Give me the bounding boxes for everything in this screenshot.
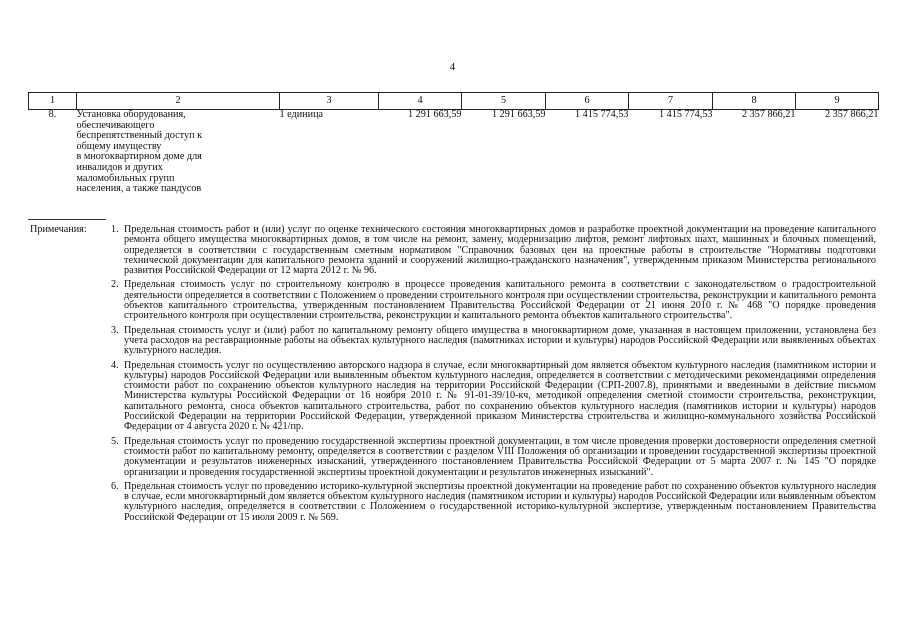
note-text: Предельная стоимость услуг по проведению историко-культурной экспертизы проектной документации на проведение работ по сохранению объектов культурного наследия в случае, если многоквартирный дом является объектом культурного наследия (памятником истории и культуры) народов Российской Федерации или выявленным объектом культурного наследия, определяется в соответствии с Положением о государственной историко-культурной экспертизе, утвержденным постановлением Правительства Российской Федерации от 15 июля 2009 г. № 569. <box>124 480 876 523</box>
row-name-line: в многоквартирном доме для <box>76 151 202 163</box>
note-number: 6. <box>111 480 119 492</box>
note-number: 2. <box>111 279 119 291</box>
note-item <box>111 326 876 357</box>
row-name-line: инвалидов и других <box>76 161 163 173</box>
separator-line <box>28 219 106 220</box>
row-value: 2 357 866,21 <box>742 109 796 120</box>
note-item <box>111 225 876 276</box>
table-header-row <box>29 93 879 110</box>
note-item <box>111 482 876 523</box>
cost-table <box>28 92 879 195</box>
row-name-line: маломобильных групп <box>76 172 175 184</box>
header-cell: 4 <box>379 93 462 110</box>
row-name-line: Установка оборудования, <box>76 109 186 120</box>
note-number: 1. <box>111 224 119 235</box>
row-value: 1 415 774,53 <box>575 109 629 120</box>
row-value: 1 291 663,59 <box>408 109 462 120</box>
note-text: Предельная стоимость услуг по осуществлению авторского надзора в случае, если многоквартирный дом является объектом культурного наследия (памятником истории и культуры) народов Российской Федерации или выявленным объектом культурного наследия, определяется в соответствии с методическими рекомендациями определения стоимости работ по сохранению объектов культурного наследия на территории Российской Федерации (СРП-2007.8), принятыми и введенными в действие письмом Министерства культуры Российской Федерации от 16 ноября 2010 г. № 91-01-39/10-кч, методикой определения сметной стоимости строительства, реконструкции, капитального ремонта, сноса объектов капитального строительства, работ по сохранению объектов культурного наследия (памятников истории и культуры) народов Российской Федерации на территории Российской Федерации, утвержденной приказом Министерства строительства и жилищно-коммунального хозяйства Российской Федерации от 4 августа 2020 г. № 421/пр. <box>124 359 876 433</box>
note-number: 3. <box>111 324 119 336</box>
header-cell: 8 <box>713 93 796 110</box>
row-number: 8. <box>48 109 57 120</box>
row-value: 1 415 774,53 <box>659 109 713 120</box>
note-text: Предельная стоимость услуг по строительному контролю в процессе проведения капитального ремонта в соответствии с законодательством о градостроительной деятельности определяется в соответствии с Положением о проведении строительного контроля при осуществлении строительства, реконструкции и капитального ремонта объектов капитального строительства, утвержденным постановлением Правительства Российской Федерации от 21 июня 2010 г. № 468 "О порядке проведения строительного контроля при осуществлении строительства, реконструкции и капитального ремонта объектов капитального строительства". <box>124 279 876 322</box>
note-number: 4. <box>111 359 119 371</box>
note-number: 5. <box>111 435 119 447</box>
header-cell: 7 <box>629 93 713 110</box>
notes-list <box>111 225 876 527</box>
row-name-line: общему имуществу <box>76 140 162 152</box>
row-value: 1 291 663,59 <box>492 109 546 120</box>
header-cell: 1 <box>29 93 77 110</box>
note-text: Предельная стоимость работ и (или) услуг по оценке технического состояния многоквартирных домов и разработке проектной документации на проведение капитального ремонта общего имущества многоквартирных домов, в том числе на ремонт, замену, модернизацию лифтов, ремонт лифтовых шахт, машинных и блочных помещений, определяется в соответствии с государственным сметным нормативом "Справочник базовых цен на проектные работы в строительстве "Нормативы подготовки технической документации для капитального ремонта зданий и сооружений жилищно-гражданского назначения", утвержденным приказом Министерства регионального развития Российской Федерации от 12 марта 2012 г. № 96. <box>124 224 876 277</box>
header-cell: 2 <box>77 93 280 110</box>
header-cell: 5 <box>462 93 546 110</box>
note-item <box>111 437 876 478</box>
page-number: 4 <box>449 61 456 73</box>
note-text: Предельная стоимость услуг и (или) работ по капитальному ремонту общего имущества в многоквартирном доме, указанная в настоящем приложении, установлена без учета расходов на реставрационные работы на объектах культурного наследия (памятниках истории и культуры) народов Российской Федерации или выявленных объектах культурного наследия. <box>124 324 876 357</box>
notes-label: Примечания: <box>30 224 87 235</box>
row-value: 2 357 866,21 <box>825 109 879 120</box>
row-name <box>77 110 280 195</box>
header-cell: 9 <box>796 93 879 110</box>
note-text: Предельная стоимость услуг по проведению государственной экспертизы проектной документации, в том числе проведения проверки достоверности определения сметной стоимости работ по капитальному ремонту, определяется в соответствии с разделом VIII Положения об организации и проведении государственной экспертизы проектной документации и результатов инженерных изысканий, утвержденного постановлением Правительства Российской Федерации от 5 марта 2007 г. № 145 "О порядке организации и проведения государственной экспертизы проектной документации и результатов инженерных изысканий". <box>124 435 876 478</box>
note-item <box>111 361 876 433</box>
note-item <box>111 280 876 321</box>
row-name-line: беспрепятственный доступ к <box>76 130 203 142</box>
header-cell: 3 <box>280 93 379 110</box>
table-row <box>29 110 879 195</box>
row-name-line: населения, а также пандусов <box>76 183 202 195</box>
row-unit: 1 единица <box>279 109 324 120</box>
row-name-line: обеспечивающего <box>76 119 155 131</box>
header-cell: 6 <box>546 93 629 110</box>
